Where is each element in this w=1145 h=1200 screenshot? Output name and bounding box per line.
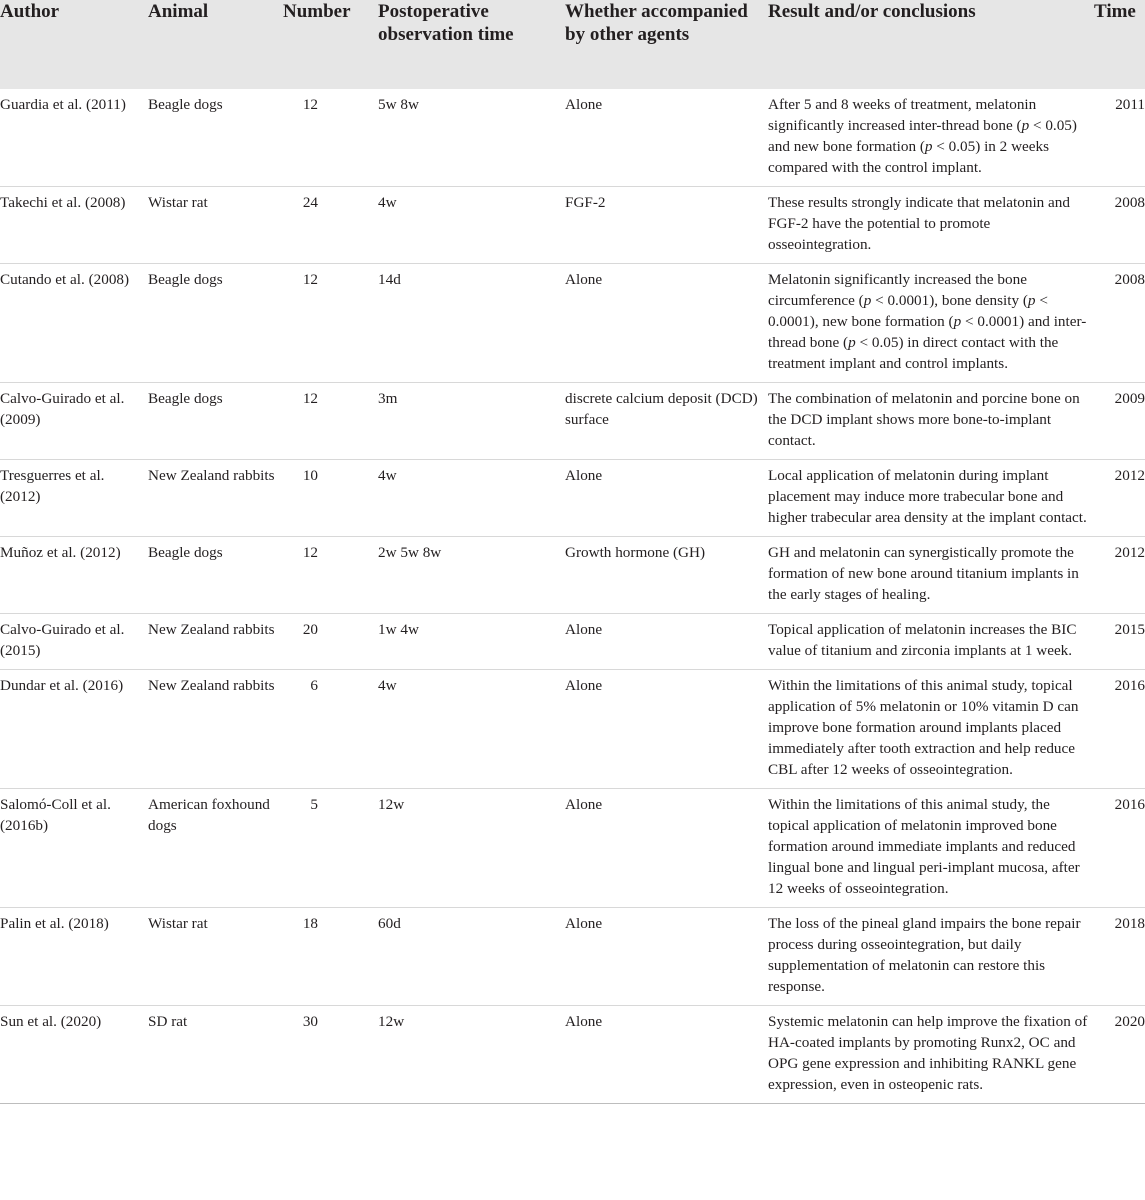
cell-agents: discrete calcium deposit (DCD) surface bbox=[565, 383, 768, 460]
cell-result: The loss of the pineal gland impairs the bone repair process during osseointegration, but daily supplementation of melatonin can restore this response. bbox=[768, 908, 1094, 1006]
cell-author: Dundar et al. (2016) bbox=[0, 670, 148, 789]
cell-result: Topical application of melatonin increases the BIC value of titanium and zirconia implants at 1 week. bbox=[768, 614, 1094, 670]
cell-number: 10 bbox=[283, 460, 378, 537]
cell-year: 2008 bbox=[1094, 187, 1145, 264]
cell-animal: New Zealand rabbits bbox=[148, 460, 283, 537]
cell-number: 5 bbox=[283, 789, 378, 908]
cell-agents: Alone bbox=[565, 460, 768, 537]
cell-result: Within the limitations of this animal study, the topical application of melatonin improved bone formation around immediate implants and reduced lingual bone and lingual peri-implant mucosa, after 12 weeks of osseointegration. bbox=[768, 789, 1094, 908]
cell-result: Local application of melatonin during implant placement may induce more trabecular bone and higher trabecular area density at the implant contact. bbox=[768, 460, 1094, 537]
table-row bbox=[0, 460, 1145, 537]
cell-author: Cutando et al. (2008) bbox=[0, 264, 148, 383]
cell-author: Calvo-Guirado et al. (2015) bbox=[0, 614, 148, 670]
cell-result: The combination of melatonin and porcine bone on the DCD implant shows more bone-to-implant contact. bbox=[768, 383, 1094, 460]
cell-number: 18 bbox=[283, 908, 378, 1006]
header-observation-time: Postoperative observation time bbox=[378, 1, 514, 45]
cell-result: After 5 and 8 weeks of treatment, melatonin significantly increased inter-thread bone (p < 0.05) and new bone formation (p < 0.05) in 2 weeks compared with the control implant. bbox=[768, 89, 1094, 187]
cell-year: 2015 bbox=[1094, 614, 1145, 670]
cell-author: Takechi et al. (2008) bbox=[0, 187, 148, 264]
cell-agents: Alone bbox=[565, 1006, 768, 1104]
cell-result: Within the limitations of this animal study, topical application of 5% melatonin or 10% vitamin D can improve bone formation around implants placed immediately after tooth extraction and help reduce CBL after 12 weeks of osseointegration. bbox=[768, 670, 1094, 789]
cell-observation-time: 4w bbox=[378, 460, 565, 537]
table-header bbox=[0, 0, 1145, 89]
table-row bbox=[0, 383, 1145, 460]
cell-agents: Alone bbox=[565, 614, 768, 670]
cell-year: 2012 bbox=[1094, 537, 1145, 614]
cell-observation-time: 2w 5w 8w bbox=[378, 537, 565, 614]
cell-number: 12 bbox=[283, 537, 378, 614]
cell-number: 12 bbox=[283, 264, 378, 383]
cell-animal: SD rat bbox=[148, 1006, 283, 1104]
cell-year: 2011 bbox=[1094, 89, 1145, 187]
cell-number: 12 bbox=[283, 89, 378, 187]
table-row bbox=[0, 1006, 1145, 1104]
cell-observation-time: 1w 4w bbox=[378, 614, 565, 670]
cell-result: Systemic melatonin can help improve the fixation of HA-coated implants by promoting Runx2, OC and OPG gene expression and inhibiting RANKL gene expression, even in osteopenic rats. bbox=[768, 1006, 1094, 1104]
cell-observation-time: 60d bbox=[378, 908, 565, 1006]
cell-animal: Wistar rat bbox=[148, 908, 283, 1006]
cell-agents: Alone bbox=[565, 789, 768, 908]
cell-result: Melatonin significantly increased the bone circumference (p < 0.0001), bone density (p < 0.0001), new bone formation (p < 0.0001) and inter-thread bone (p < 0.05) in direct contact with the treatment implant and control implants. bbox=[768, 264, 1094, 383]
cell-number: 20 bbox=[283, 614, 378, 670]
table-row bbox=[0, 537, 1145, 614]
header-year: Time bbox=[1094, 1, 1136, 22]
table-row bbox=[0, 187, 1145, 264]
cell-animal: Wistar rat bbox=[148, 187, 283, 264]
cell-year: 2016 bbox=[1094, 789, 1145, 908]
cell-agents: Alone bbox=[565, 89, 768, 187]
cell-year: 2020 bbox=[1094, 1006, 1145, 1104]
cell-author: Palin et al. (2018) bbox=[0, 908, 148, 1006]
cell-year: 2008 bbox=[1094, 264, 1145, 383]
cell-animal: New Zealand rabbits bbox=[148, 670, 283, 789]
cell-author: Sun et al. (2020) bbox=[0, 1006, 148, 1104]
header-row bbox=[0, 0, 1145, 89]
table-row bbox=[0, 614, 1145, 670]
table-row bbox=[0, 89, 1145, 187]
cell-number: 12 bbox=[283, 383, 378, 460]
cell-author: Muñoz et al. (2012) bbox=[0, 537, 148, 614]
cell-observation-time: 4w bbox=[378, 187, 565, 264]
cell-year: 2018 bbox=[1094, 908, 1145, 1006]
cell-agents: FGF-2 bbox=[565, 187, 768, 264]
header-agents: Whether accompanied by other agents bbox=[565, 1, 748, 45]
cell-author: Salomó-Coll et al. (2016b) bbox=[0, 789, 148, 908]
cell-animal: Beagle dogs bbox=[148, 89, 283, 187]
header-number: Number bbox=[283, 1, 351, 22]
cell-observation-time: 4w bbox=[378, 670, 565, 789]
cell-year: 2016 bbox=[1094, 670, 1145, 789]
cell-observation-time: 12w bbox=[378, 789, 565, 908]
cell-animal: American foxhound dogs bbox=[148, 789, 283, 908]
table-row bbox=[0, 264, 1145, 383]
cell-result: These results strongly indicate that melatonin and FGF-2 have the potential to promote osseointegration. bbox=[768, 187, 1094, 264]
cell-animal: Beagle dogs bbox=[148, 383, 283, 460]
cell-animal: New Zealand rabbits bbox=[148, 614, 283, 670]
cell-author: Guardia et al. (2011) bbox=[0, 89, 148, 187]
cell-observation-time: 3m bbox=[378, 383, 565, 460]
cell-year: 2012 bbox=[1094, 460, 1145, 537]
header-animal: Animal bbox=[148, 1, 209, 22]
cell-agents: Alone bbox=[565, 264, 768, 383]
header-result: Result and/or conclusions bbox=[768, 1, 976, 22]
cell-agents: Growth hormone (GH) bbox=[565, 537, 768, 614]
cell-result: GH and melatonin can synergistically promote the formation of new bone around titanium implants in the early stages of healing. bbox=[768, 537, 1094, 614]
cell-animal: Beagle dogs bbox=[148, 537, 283, 614]
cell-author: Calvo-Guirado et al. (2009) bbox=[0, 383, 148, 460]
cell-agents: Alone bbox=[565, 908, 768, 1006]
cell-number: 30 bbox=[283, 1006, 378, 1104]
cell-observation-time: 12w bbox=[378, 1006, 565, 1104]
cell-observation-time: 5w 8w bbox=[378, 89, 565, 187]
table-row bbox=[0, 789, 1145, 908]
table-row bbox=[0, 670, 1145, 789]
cell-observation-time: 14d bbox=[378, 264, 565, 383]
table-body bbox=[0, 89, 1145, 1104]
cell-number: 24 bbox=[283, 187, 378, 264]
cell-animal: Beagle dogs bbox=[148, 264, 283, 383]
header-author: Author bbox=[0, 1, 60, 22]
table-row bbox=[0, 908, 1145, 1006]
cell-year: 2009 bbox=[1094, 383, 1145, 460]
cell-number: 6 bbox=[283, 670, 378, 789]
cell-author: Tresguerres et al. (2012) bbox=[0, 460, 148, 537]
cell-agents: Alone bbox=[565, 670, 768, 789]
